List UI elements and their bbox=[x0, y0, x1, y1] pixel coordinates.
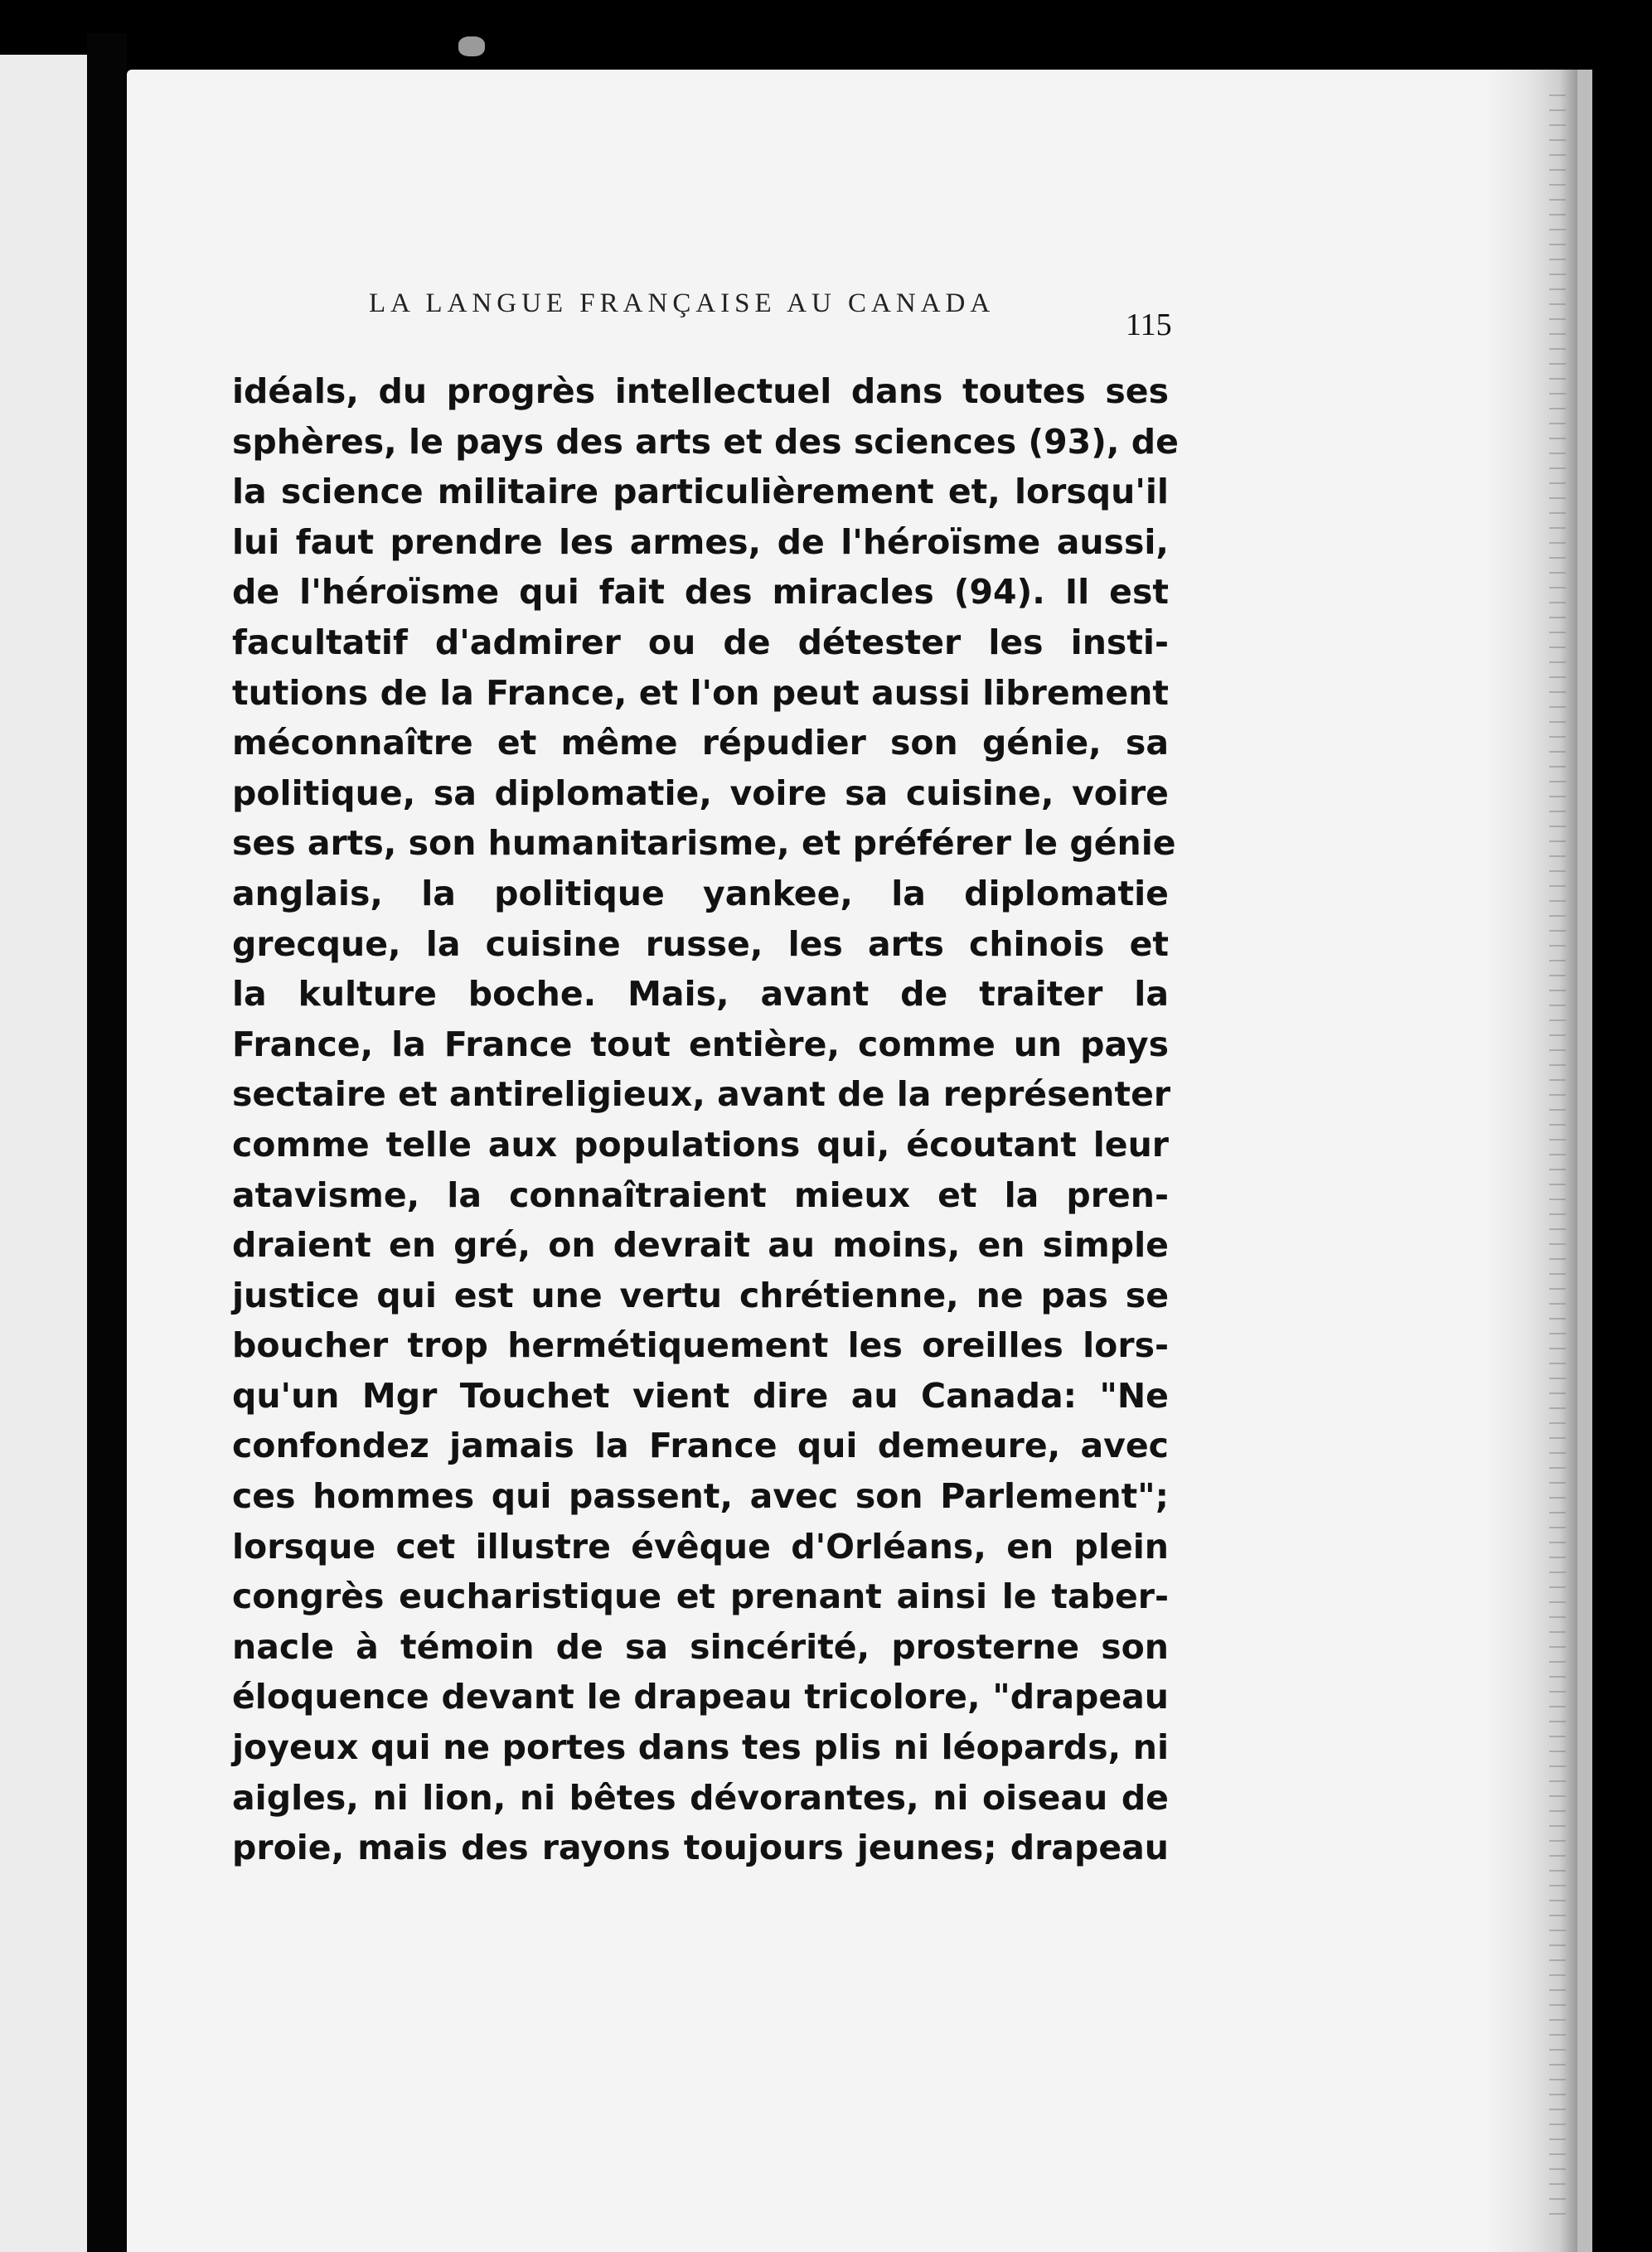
body-text bbox=[232, 366, 1179, 1873]
text-line: ses arts, son humanitarisme, et préférer le génie bbox=[232, 823, 1176, 864]
text-line: qu'un Mgr Touchet vient dire au Canada: "Ne bbox=[232, 1375, 1169, 1416]
text-line: la science militaire particulièrement et, lorsqu'il bbox=[232, 472, 1169, 512]
text-line: idéals, du progrès intellectuel dans toutes ses bbox=[232, 371, 1169, 411]
text-line: anglais, la politique yankee, la diplomatie bbox=[232, 873, 1169, 913]
text-line: lui faut prendre les armes, de l'héroïsme aussi, bbox=[232, 521, 1169, 562]
adjacent-page-sliver bbox=[0, 55, 87, 2252]
gutter-shadow bbox=[87, 33, 127, 2252]
text-line: ces hommes qui passent, avec son Parlement"; bbox=[232, 1476, 1169, 1517]
text-line: atavisme, la connaîtraient mieux et la pren- bbox=[232, 1174, 1169, 1215]
page-edge-lines bbox=[1549, 94, 1566, 2216]
text-line: grecque, la cuisine russe, les arts chinois et bbox=[232, 923, 1169, 964]
text-line: sectaire et antireligieux, avant de la représenter bbox=[232, 1074, 1171, 1115]
right-page-edge bbox=[1577, 70, 1592, 2252]
text-line: aigles, ni lion, ni bêtes dévorantes, ni oiseau de bbox=[232, 1777, 1169, 1818]
text-line: justice qui est une vertu chrétienne, ne pas se bbox=[232, 1275, 1169, 1315]
running-title: LA LANGUE FRANÇAISE AU CANADA bbox=[369, 288, 996, 318]
page-number: 115 bbox=[1126, 308, 1172, 342]
text-line: sphères, le pays des arts et des sciences (93), de bbox=[232, 421, 1179, 462]
text-line: tutions de la France, et l'on peut aussi librement bbox=[232, 672, 1169, 713]
text-line: méconnaître et même répudier son génie, sa bbox=[232, 723, 1169, 763]
text-line: draient en gré, on devrait au moins, en simple bbox=[232, 1225, 1169, 1266]
text-line: lorsque cet illustre évêque d'Orléans, en plein bbox=[232, 1526, 1169, 1567]
text-line: comme telle aux populations qui, écoutant leur bbox=[232, 1124, 1169, 1165]
text-line: nacle à témoin de sa sincérité, prosterne son bbox=[232, 1626, 1169, 1667]
text-line: éloquence devant le drapeau tricolore, "drapeau bbox=[232, 1677, 1169, 1717]
text-line: facultatif d'admirer ou de détester les insti- bbox=[232, 622, 1169, 662]
page-fold-shading bbox=[1486, 70, 1577, 2252]
text-line: politique, sa diplomatie, voire sa cuisine, voire bbox=[232, 772, 1169, 813]
text-line: boucher trop hermétiquement les oreilles lors- bbox=[232, 1325, 1169, 1366]
text-line: joyeux qui ne portes dans tes plis ni léopards, ni bbox=[232, 1727, 1169, 1768]
text-line: proie, mais des rayons toujours jeunes; drapeau bbox=[232, 1828, 1169, 1868]
text-line: congrès eucharistique et prenant ainsi le taber- bbox=[232, 1576, 1169, 1617]
text-line: de l'héroïsme qui fait des miracles (94). Il est bbox=[232, 572, 1169, 613]
scan-artifact-mark bbox=[458, 36, 485, 56]
text-line: confondez jamais la France qui demeure, avec bbox=[232, 1426, 1169, 1466]
text-line: la kulture boche. Mais, avant de traiter la bbox=[232, 974, 1169, 1015]
text-line: France, la France tout entière, comme un pays bbox=[232, 1024, 1169, 1064]
